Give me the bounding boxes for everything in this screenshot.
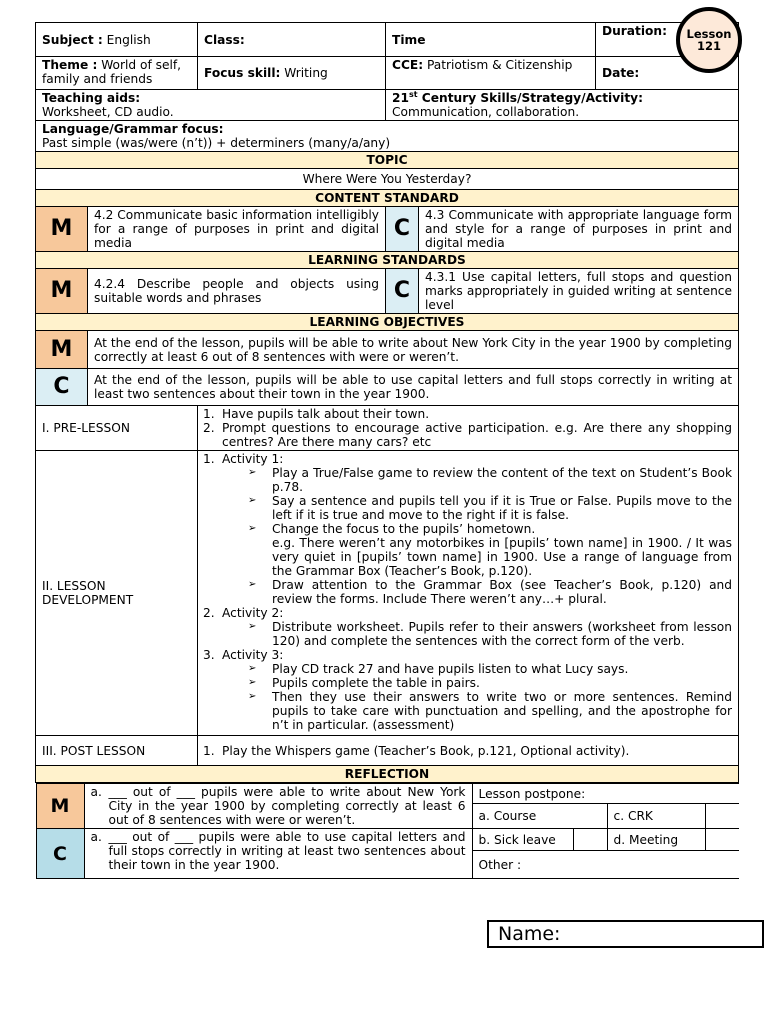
cs-m-letter: M	[36, 207, 88, 252]
ref-m-text: ___ out of ___ pupils were able to write about New York City in the year 1900 by completing correctly at least 6 out of 8 sentences with were or weren’t.	[108, 785, 466, 827]
other-label: Other :	[472, 851, 739, 879]
focus-value: Writing	[284, 66, 328, 80]
cs-c-text: 4.3 Communicate with appropriate language form and style for a range of purposes in print and digital media	[419, 207, 739, 252]
skills-label: 21st Century Skills/Strategy/Activity:	[392, 89, 643, 105]
topic-heading: TOPIC	[36, 152, 739, 169]
aids-cell	[36, 90, 386, 121]
development-cell	[198, 451, 739, 736]
ref-c-text: ___ out of ___ pupils were able to use capital letters and full stops correctly in writing at least two sentences about their town in the year 1900.	[108, 830, 466, 872]
objectives-heading: LEARNING OBJECTIVES	[36, 314, 739, 331]
arrow-bullet-icon: ➢	[248, 677, 257, 688]
ref-c-text-cell: a. ___ out of ___ pupils were able to use capital letters and full stops correctly in writing at least two sentences about their town in the year 1900.	[84, 829, 472, 879]
list-item: ➢ Distribute worksheet. Pupils refer to their answers (worksheet from lesson 120) and complete the sentences with the correct form of the verb.	[248, 620, 732, 648]
lesson-plan-table	[35, 22, 739, 879]
cs-m-text: 4.2 Communicate basic information intelligibly for a range of purposes in print and digital media	[88, 207, 386, 252]
ls-c-letter: C	[386, 269, 419, 314]
content-standard-heading: CONTENT STANDARD	[36, 190, 739, 207]
ref-m-letter: M	[36, 784, 84, 829]
duration-label: Duration:	[596, 23, 739, 57]
list-item: ➢ Draw attention to the Grammar Box (see Teacher’s Book, p.120) and review the forms. Include There weren’t any…+ plural.	[248, 578, 732, 606]
grammar-value: Past simple (was/were (n’t)) + determiners (many/a/any)	[42, 136, 391, 150]
skills-cell	[386, 90, 739, 121]
option-crk-label: c. CRK	[607, 804, 705, 829]
arrow-bullet-icon: ➢	[248, 621, 257, 632]
learning-standards-heading: LEARNING STANDARDS	[36, 252, 739, 269]
obj-c-text: At the end of the lesson, pupils will be able to use capital letters and full stops correctly in writing at least two sentences about their town in the year 1900.	[88, 369, 739, 406]
option-sick-leave-box[interactable]	[573, 829, 607, 851]
ls-m-text: 4.2.4 Describe people and objects using suitable words and phrases	[88, 269, 386, 314]
arrow-bullet-icon: ➢	[248, 495, 257, 506]
grammar-label: Language/Grammar focus:	[42, 122, 224, 136]
list-item: ➢ Pupils complete the table in pairs.	[248, 676, 480, 690]
grammar-cell	[36, 121, 739, 152]
list-item: ➢ Change the focus to the pupils’ hometown. e.g. There weren’t any motorbikes in [pupils’ town name] in 1900. / It was very quiet in [pupils’ town name] in 1900. Use a range of language from the Grammar Box (Teacher’s Book, p.120).	[248, 522, 732, 578]
lesson-number-badge: Lesson 121	[676, 7, 742, 73]
obj-m-text: At the end of the lesson, pupils will be able to write about New York City in the year 1900 by completing correctly at least 6 out of 8 sentences with were or weren’t.	[88, 331, 739, 369]
ref-c-letter: C	[36, 829, 84, 879]
pre-lesson-label: I. PRE-LESSON	[36, 406, 198, 451]
reflection-heading: REFLECTION	[36, 766, 739, 783]
aids-value: Worksheet, CD audio.	[42, 105, 174, 119]
list-item: 1. Activity 1: ➢ Play a True/False game to review the content of the text on Student’s Book p.78. ➢ Say a sentence and pupils tell you if it is True or False. Pupils move to the left if it is true and move to the right if it is false. ➢ Change the focus to the pupils’ hometown. e.g. There weren’t any motorbikes in [pupils’ town name] in 1900. / It was very quiet in [pupils’ town name] in 1900. Use a range of language from the Grammar Box (Teacher’s Book, p.120). ➢ Draw attention to the Grammar Box (see Teacher’s Book, p.120) and review the forms. Include There weren’t any…+ plural.	[203, 452, 732, 606]
arrow-bullet-icon: ➢	[248, 523, 257, 534]
skills-value: Communication, collaboration.	[392, 105, 580, 119]
subject-label: Subject :	[42, 32, 103, 47]
post-lesson-label: III. POST LESSON	[36, 736, 198, 766]
arrow-bullet-icon: ➢	[248, 691, 257, 702]
postpone-label: Lesson postpone:	[472, 784, 739, 804]
reflection-table	[36, 783, 739, 879]
topic-value: Where Were You Yesterday?	[36, 169, 739, 190]
list-item: 3. Activity 3: ➢ Play CD track 27 and have pupils listen to what Lucy says. ➢ Pupils complete the table in pairs. ➢ Then they use their answers to write two or more sentences. Remind pupils to take care with punctuation and spelling, and the apostrophe for n’t in particular. (assessment)	[203, 648, 732, 732]
class-label: Class:	[198, 23, 386, 57]
option-meeting-box[interactable]	[705, 829, 739, 851]
list-item: 2. Prompt questions to encourage active participation. e.g. Are there any shopping centres? Are there many cars? etc	[203, 421, 732, 449]
theme-label: Theme :	[42, 58, 98, 72]
arrow-bullet-icon: ➢	[248, 579, 257, 590]
focus-cell	[198, 57, 386, 90]
option-sick-leave: b. Sick leave	[472, 829, 573, 851]
theme-cell	[36, 57, 198, 90]
arrow-bullet-icon: ➢	[248, 467, 257, 478]
cce-cell	[386, 57, 596, 90]
ref-m-text-cell: a. ___ out of ___ pupils were able to write about New York City in the year 1900 by completing correctly at least 6 out of 8 sentences with were or weren’t.	[84, 784, 472, 829]
cce-label: CCE:	[392, 58, 424, 72]
post-lesson-cell	[198, 736, 739, 766]
list-item: ➢ Play a True/False game to review the content of the text on Student’s Book p.78.	[248, 466, 732, 494]
obj-m-letter: M	[36, 331, 88, 369]
list-item: ➢ Say a sentence and pupils tell you if it is True or False. Pupils move to the left if it is true and move to the right if it is false.	[248, 494, 732, 522]
list-item: ➢ Then they use their answers to write two or more sentences. Remind pupils to take care with punctuation and spelling, and the apostrophe for n’t in particular. (assessment)	[248, 690, 732, 732]
date-label: Date:	[596, 57, 739, 90]
list-item: ➢ Play CD track 27 and have pupils listen to what Lucy says.	[248, 662, 629, 676]
option-crk-box[interactable]	[705, 804, 739, 829]
cs-c-letter: C	[386, 207, 419, 252]
cce-value: Patriotism & Citizenship	[426, 58, 573, 72]
list-item: 1. Play the Whispers game (Teacher’s Book, p.121, Optional activity).	[203, 743, 630, 758]
arrow-bullet-icon: ➢	[248, 663, 257, 674]
option-meeting: d. Meeting	[607, 829, 705, 851]
subject-cell	[36, 23, 198, 57]
development-label: II. LESSON DEVELOPMENT	[36, 451, 198, 736]
name-field[interactable]: Name:	[487, 920, 764, 948]
list-item: 2. Activity 2: ➢ Distribute worksheet. Pupils refer to their answers (worksheet from lesson 120) and complete the sentences with the correct form of the verb.	[203, 606, 732, 648]
ls-m-letter: M	[36, 269, 88, 314]
subject-value: English	[106, 32, 151, 47]
theme-value: World of self, family and friends	[42, 58, 182, 86]
aids-label: Teaching aids:	[42, 91, 141, 105]
ls-c-text: 4.3.1 Use capital letters, full stops and question marks appropriately in guided writing at sentence level	[419, 269, 739, 314]
pre-lesson-cell	[198, 406, 739, 451]
obj-c-letter: C	[36, 369, 88, 406]
focus-label: Focus skill:	[204, 66, 281, 80]
option-course: a. Course	[472, 804, 607, 829]
list-item: 1. Have pupils talk about their town.	[203, 407, 430, 421]
time-label: Time	[386, 23, 596, 57]
